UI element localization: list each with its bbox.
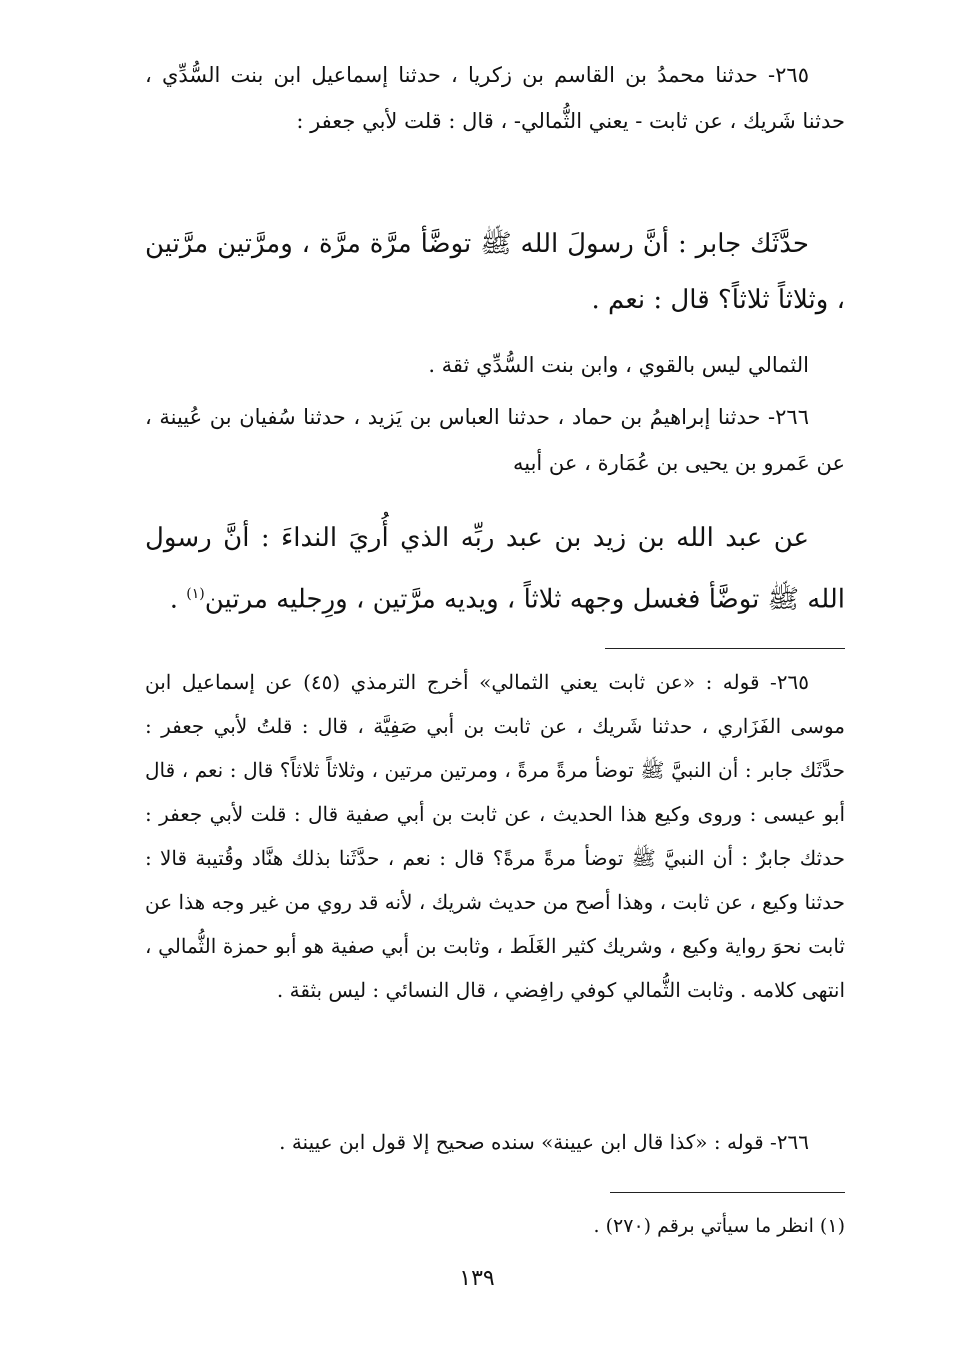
commentary-separator [605, 648, 845, 649]
hadith-266-matn-paragraph [145, 510, 845, 628]
footnote-separator [610, 1192, 845, 1193]
hadith-265-comment: الثمالي ليس بالقوي ، وابن بنت السُّدِّي ثقة . [428, 353, 809, 377]
commentary-266: ٢٦٦- قوله : «كذا قال ابن عيينة» سنده صحيح إلا قول ابن عيينة . [279, 1130, 809, 1154]
hadith-266-matn: عن عبد الله بن زيد بن عبد ربِّه الذي أُريَ النداءَ : أنَّ رسول الله ﷺ توضَّأ فغسل وجهه ثلاثاً ، ويديه مرَّتين ، ورِجليه مرتين [145, 523, 845, 615]
hadith-265-matn: حدَّثَك جابر : أنَّ رسولَ الله ﷺ توضَّأ مرَّة مرَّة ، ومرَّتين مرَّتين ، وثلاثاً ثلاثاً؟ قال : نعم . [145, 229, 845, 315]
hadith-265-isnad: ٢٦٥- حدثنا محمدُ بن القاسم بن زكريا ، حدثنا إسماعيل ابن بنت السُّدِّي ، حدثنا شَريك ، عن ثابت - يعني الثُّمالي- ، قال : قلت لأبي جعفر : [145, 63, 845, 133]
page-number: ١٣٩ [459, 1266, 495, 1291]
commentary-265: ٢٦٥- قوله : «عن ثابت يعني الثمالي» أخرج الترمذي (٤٥) عن إسماعيل ابن موسى الفَزَاري ، حدثنا شَريك ، عن ثابت بن أبي صَفِيَّة ، قال : قلتُ لأبي جعفر : حدَّثَك جابر : أن النبيَّ ﷺ توضأ مرةً مرةً ، ومرتين مرتين ، وثلاثاً ثلاثاً؟ قال : نعم ، قال أبو عيسى : وروى وكيع هذا الحديث ، عن ثابت بن أبي صفية قال : قلت لأبي جعفر : حدثك جابرٌ : أن النبيَّ ﷺ توضأ مرةً مرةً؟ قال : نعم ، حدَّثَنا بذلك هنَّاد وقُتيبة قالا : حدثنا وكيع ، عن ثابت ، وهذا أصح من حديث شريك ، لأنه قد روي من غير وجه هذا عن ثابت نحوَ رواية وكيع ، وشريك كثير الغَلَط ، وثابت بن أبي صفية هو أبو حمزة الثُّمالي ، انتهى كلامه . وثابت الثُّمالي كوفي رافِضي ، قال النسائي : ليس بثقة . [145, 670, 846, 1002]
footnote-marker: (١) [186, 586, 205, 602]
hadith-266-end: . [169, 584, 187, 615]
footnote-1: (١) انظر ما سيأتي برقم (٢٧٠) . [593, 1215, 845, 1237]
hadith-266-isnad: ٢٦٦- حدثنا إبراهيمُ بن حماد ، حدثنا العباس بن يَزيد ، حدثنا سُفيان بن عُيينة ، عن عَمرو بن يحيى بن عُمَارة ، عن أبيه [145, 405, 845, 475]
